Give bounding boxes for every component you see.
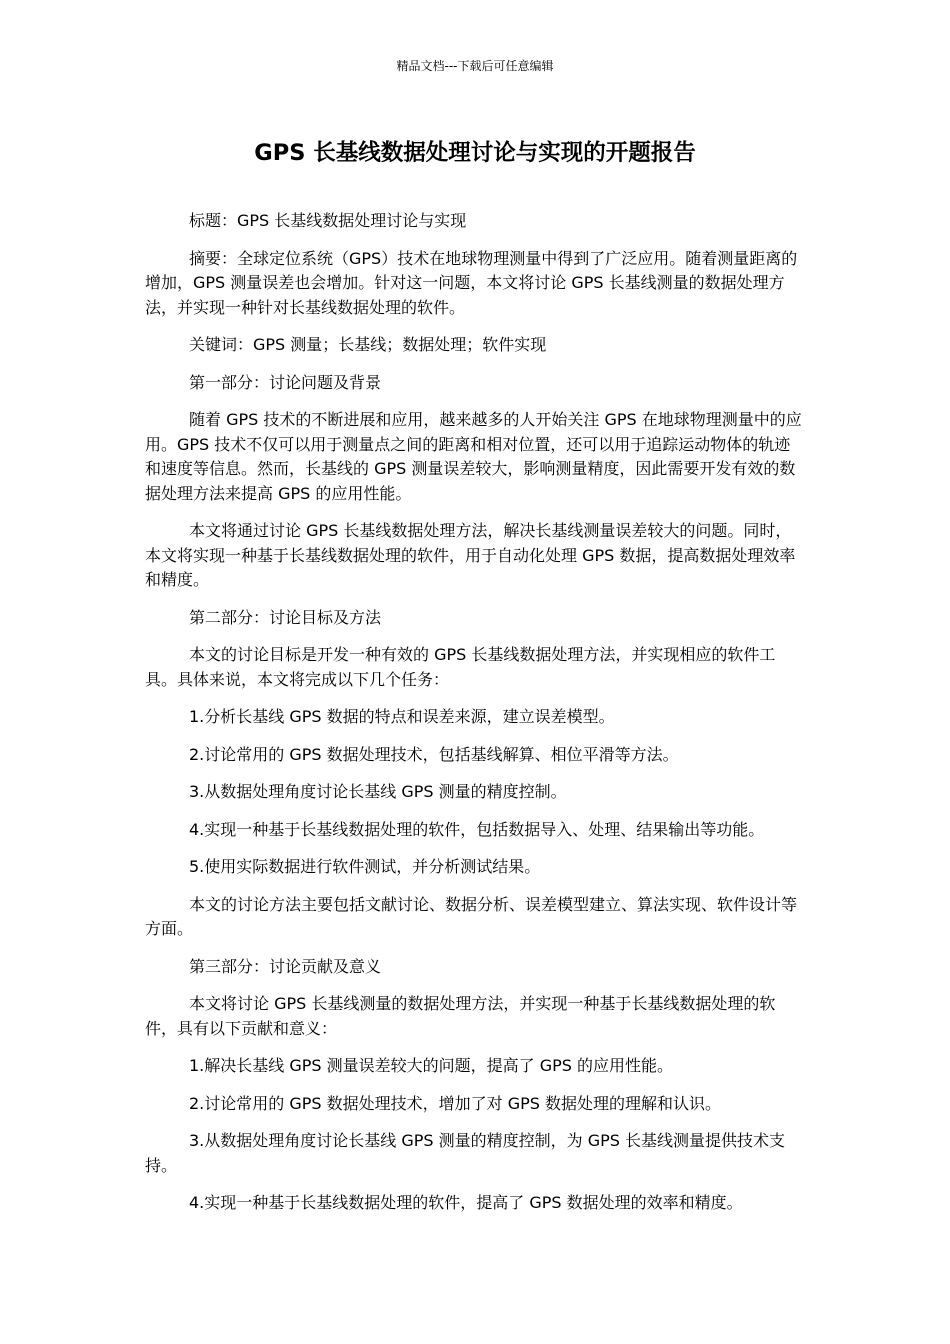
list-item-contribution-3: 3.从数据处理角度讨论长基线 GPS 测量的精度控制，为 GPS 长基线测量提供技术支持。	[145, 1131, 786, 1175]
paragraph-keywords: 关键词：GPS 测量；长基线；数据处理；软件实现	[189, 335, 547, 354]
list-item-task-1: 1.分析长基线 GPS 数据的特点和误差来源，建立误差模型。	[189, 707, 615, 726]
list-item-contribution-1: 1.解决长基线 GPS 测量误差较大的问题，提高了 GPS 的应用性能。	[189, 1056, 674, 1075]
section-heading-part-one: 第一部分：讨论问题及背景	[189, 372, 382, 392]
list-item-task-5: 5.使用实际数据进行软件测试，并分析测试结果。	[189, 857, 541, 876]
document-title: GPS 长基线数据处理讨论与实现的开题报告	[254, 140, 696, 166]
section-heading-part-three: 第三部分：讨论贡献及意义	[189, 956, 382, 976]
list-item-contribution-4: 4.实现一种基于长基线数据处理的软件，提高了 GPS 数据处理的效率和精度。	[189, 1193, 743, 1212]
paragraph-problem: 本文将通过讨论 GPS 长基线数据处理方法，解决长基线测量误差较大的问题。同时，本文将实现一种基于长基线数据处理的软件，用于自动化处理 GPS 数据，提高数据处理效率和精度。	[145, 521, 796, 589]
paragraph-methods: 本文的讨论方法主要包括文献讨论、数据分析、误差模型建立、算法实现、软件设计等方面。	[145, 894, 798, 938]
paragraph-abstract: 摘要：全球定位系统（GPS）技术在地球物理测量中得到了广泛应用。随着测量距离的增加，GPS 测量误差也会增加。针对这一问题，本文将讨论 GPS 长基线测量的数据处理方法，并实现一种针对长基线数据处理的软件。	[145, 248, 798, 317]
page-header-note: 精品文档---下载后可任意编辑	[396, 59, 554, 73]
list-item-task-3: 3.从数据处理角度讨论长基线 GPS 测量的精度控制。	[189, 782, 567, 801]
list-item-task-4: 4.实现一种基于长基线数据处理的软件，包括数据导入、处理、结果输出等功能。	[189, 819, 765, 839]
paragraph-goals: 本文的讨论目标是开发一种有效的 GPS 长基线数据处理方法，并实现相应的软件工具。具体来说，本文将完成以下几个任务：	[145, 645, 776, 689]
list-item-task-2: 2.讨论常用的 GPS 数据处理技术，包括基线解算、相位平滑等方法。	[189, 744, 679, 764]
paragraph-title-line: 标题：GPS 长基线数据处理讨论与实现	[189, 211, 467, 230]
paragraph-background: 随着 GPS 技术的不断进展和应用，越来越多的人开始关注 GPS 在地球物理测量中的应用。GPS 技术不仅可以用于测量点之间的距离和相对位置，还可以用于追踪运动物体的轨迹和速度等信息。然而，长基线的 GPS 测量误差较大，影响测量精度，因此需要开发有效的数据处理方法来提高 GPS 的应用性能。	[145, 410, 802, 503]
section-heading-part-two: 第二部分：讨论目标及方法	[189, 607, 382, 627]
list-item-contribution-2: 2.讨论常用的 GPS 数据处理技术，增加了对 GPS 数据处理的理解和认识。	[189, 1093, 722, 1113]
document-body	[145, 209, 805, 1229]
paragraph-contributions: 本文将讨论 GPS 长基线测量的数据处理方法，并实现一种基于长基线数据处理的软件，具有以下贡献和意义：	[145, 994, 776, 1038]
